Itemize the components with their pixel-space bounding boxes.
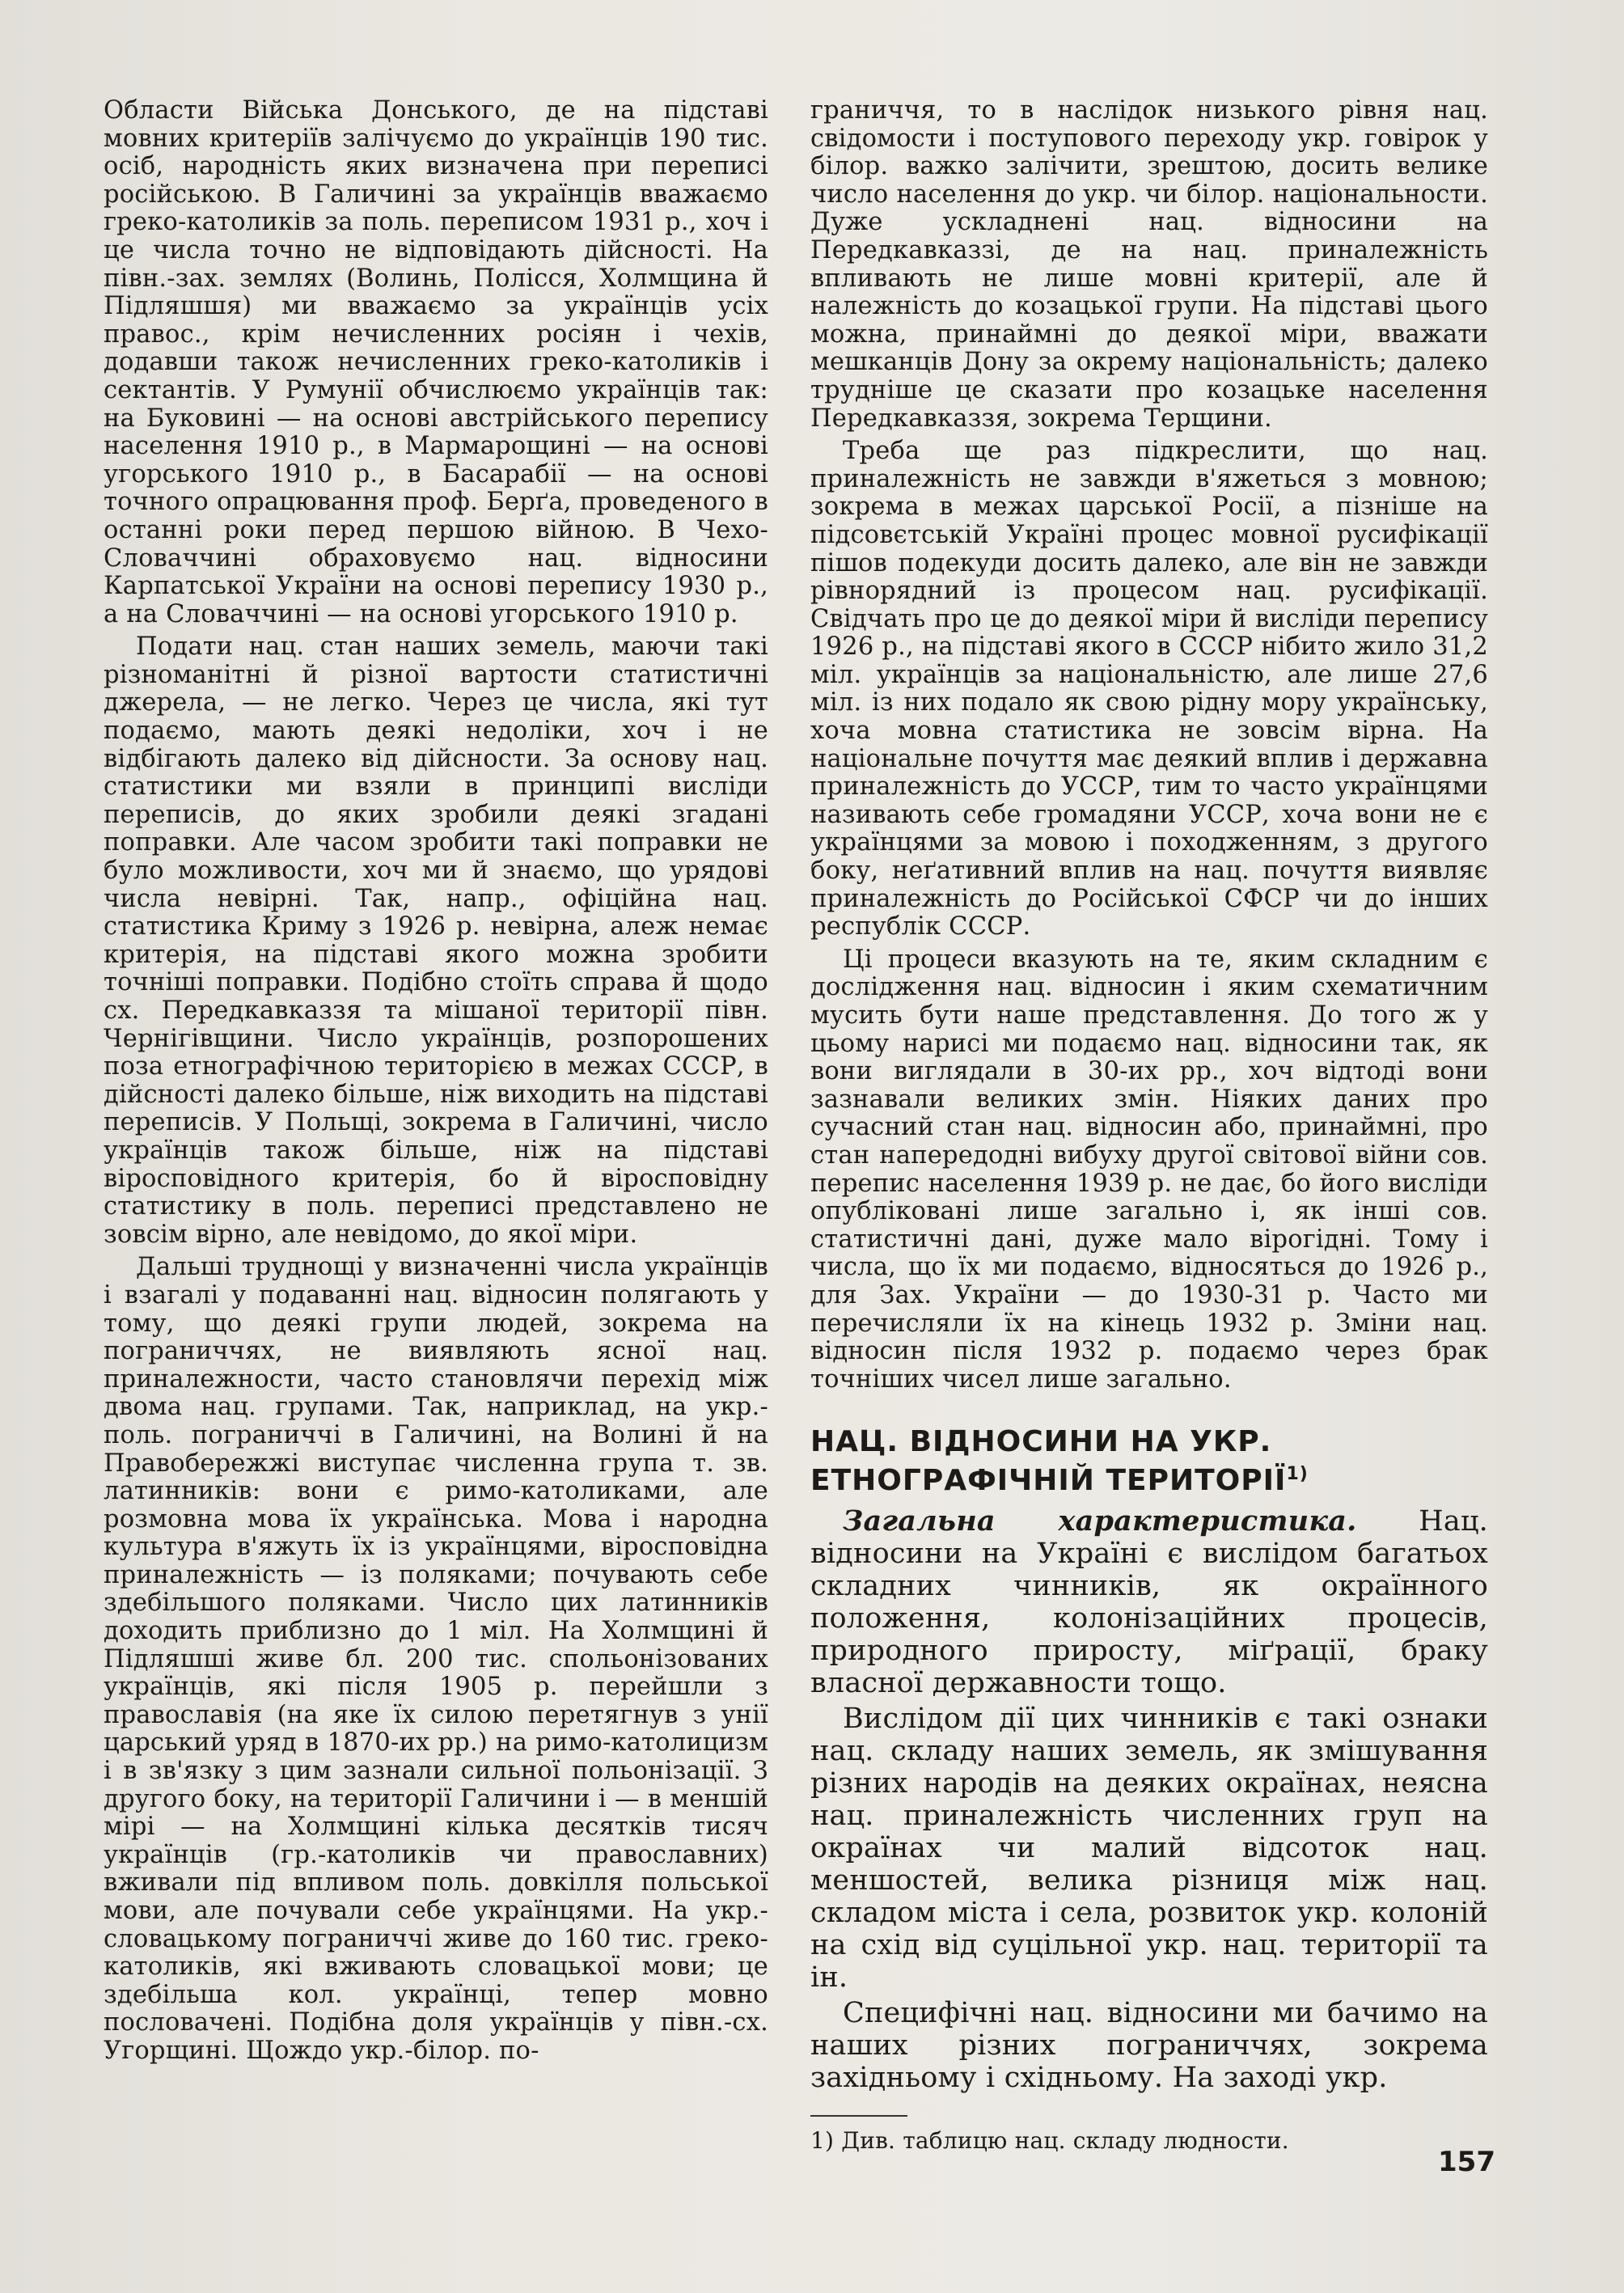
right-column [810, 97, 1488, 2154]
paragraph-language-belonging: Треба ще раз підкреслити, що нац. приналежність не завжди в'яжеться з мовною; зокрема в межах царської Росії, а пізніше на підсовєтській Україні процес мовної русифікації пішов подекуди досить далеко, але він не завжди рівнорядний із процесом нац. русифікації. Свідчать про це до деякої міри й висліди перепису 1926 р., на підставі якого в СССР нібито жило 31,2 міл. українців за національністю, але лише 27,6 міл. із них подало як свою рідну мору українську, хоча мовна статистика не зовсім вірна. На національне почуття має деякий вплив і державна приналежність до УССР, тим то часто українцями називають себе громадяни УССР, хоча вони не є українцями за мовою і походженням, з другого боку, неґативний вплив на нац. почуття виявляє приналежність до Російської СФСР чи до інших республік СССР. [810, 437, 1488, 941]
paragraph-specific-relations: Специфічні нац. відносини ми бачимо на наших різних пограниччях, зокрема західньому і східньому. На заході укр. [810, 1997, 1488, 2095]
section-heading [810, 1426, 1488, 1497]
paragraph-difficulties: Дальші труднощі у визначенні числа українців і взагалі у подаванні нац. відносин полягають у тому, що деякі групи людей, зокрема на пограниччях, не виявляють ясної нац. приналежности, часто становлячи перехід між двома нац. групами. Так, наприклад, на укр.-поль. пограниччі в Галичині, на Волині й на Правобережжі виступає численна група т. зв. латинників: вони є римо-католиками, але розмовна мова їх українська. Мова і народна культура в'яжуть їх із українцями, віросповідна приналежність — із поляками; почувають себе здебільшого поляками. Число цих латинників доходить приблизно до 1 міл. На Холмщині й Підляшші живе бл. 200 тис. спольонізованих українців, які після 1905 р. перейшли з православія (на яке їх силою перетягнув з унії царський уряд в 1870-их рр.) на римо-католицизм і в зв'язку з цим зазнали сильної польонізації. З другого боку, на території Галичини і — в меншій мірі — на Холмщині кілька десятків тисяч українців (гр.-католиків чи православних) вживали під впливом поль. довкілля польської мови, але почували себе українцями. На укр.-словацькому пограниччі живе до 160 тис. греко-католиків, які вживають словацької мови; це здебільша кол. українці, тепер мовно пословачені. Подібна доля українців у півн.-сх. Угорщині. Щождо укр.-білор. по- [104, 1253, 768, 2065]
paragraph-processes: Ці процеси вказують на те, яким складним є дослідження нац. відносин і яким схематичним мусить бути наше представлення. До того ж у цьому нарисі ми подаємо нац. відносини так, як вони виглядали в 30-их рр., хоч відтоді вони зазнавали великих змін. Ніяких даних про сучасний стан нац. відносин або, принаймні, про стан напередодні вибуху другої світової війни сов. перепис населення 1939 р. не дає, бо його висліди опубліковані лише загально і, як інші сов. статистичні дані, дуже мало вірогідні. Тому і числа, що їх ми подаємо, відносяться до 1926 р., для Зах. України — до 1930-31 р. Часто ми перечисляли їх на кінець 1932 р. Зміни нац. відносин після 1932 р. подаємо через брак точніших чисел лише загально. [810, 945, 1488, 1394]
paragraph-borderlands: граниччя, то в наслідок низького рівня нац. свідомости і поступового переходу укр. говірок у білор. важко залічити, зрештою, досить велике число населення до укр. чи білор. національности. Дуже ускладнені нац. відносини на Передкавказзі, де на нац. приналежність впливають не лише мовні критерії, але й належність до козацької групи. На підставі цього можна, принаймні до деякої міри, вважати мешканців Дону за окрему національність; далеко трудніше це сказати про козацьке населення Передкавказзя, зокрема Терщини. [810, 96, 1488, 433]
section-body [810, 1505, 1488, 2094]
footnote: 1) Див. таблицю нац. складу людности. [810, 2127, 1289, 2155]
footnote-mark: 1) [1286, 1464, 1309, 1485]
paragraph-consequences: Вислідом дії цих чинників є такі ознаки нац. складу наших земель, як змішування різних народів на деяких окраїнах, неясна нац. приналежність численних груп на окраїнах чи малий відсоток нац. меншостей, велика різниця між нац. складом міста і села, розвиток укр. колоній на схід від суцільної укр. нац. території та ін. [810, 1703, 1488, 1995]
left-column [104, 97, 768, 2066]
footnote-divider [810, 2115, 907, 2117]
paragraph-general-characteristics-text: Нац. відносини на Україні є вислідом багатьох складних чинників, як окраїнного положення, колонізаційних процесів, природного приросту, міґрації, браку власної державности тощо. [810, 1505, 1488, 1700]
paragraph-national-state: Подати нац. стан наших земель, маючи такі різноманітні й різної вартости статистичні джерела, — не легко. Через це числа, які тут подаємо, мають деякі недоліки, хоч і не відбігають далеко від дійсности. За основу нац. статистики ми взяли в принципі висліди переписів, до яких зробили деякі згадані поправки. Але часом зробити такі поправки не було можливости, хоч ми й знаємо, що урядові числа невірні. Так, напр., офіційна нац. статистика Криму з 1926 р. невірна, алеж немає критерія, на підставі якого можна зробити точніші поправки. Подібно стоїть справа й щодо сх. Передкавказзя та мішаної території півн. Чернігівщини. Число українців, розпорошених поза етнографічною територією в межах СССР, в дійсності далеко більше, ніж виходить на підставі переписів. У Польщі, зокрема в Галичині, число українців також більше, ніж на підставі віросповідного критерія, бо й віросповідну статистику в поль. переписі представлено не зовсім вірно, але невідомо, до якої міри. [104, 632, 768, 1249]
section-heading-text: НАЦ. ВІДНОСИНИ НА УКР. ЕТНОГРАФІЧНІЙ ТЕРИТОРІЇ [810, 1425, 1287, 1498]
paragraph-don-region: Области Війська Донського, де на підставі мовних критеріїв залічуємо до українців 190 тис. осіб, народність яких визначена при переписі російською. В Галичині за українців вважаємо греко-католиків за поль. переписом 1931 р., хоч і це числа точно не відповідають дійсності. На півн.-зах. землях (Волинь, Полісся, Холмщина й Підляшшя) ми вважаємо за українців усіх правос., крім нечисленних росіян і чехів, додавши також нечисленних греко-католиків і сектантів. У Румунії обчислюємо українців так: на Буковині — на основі австрійського перепису населення 1910 р., в Мармарощині — на основі угорського 1910 р., в Басарабії — на основі точного опрацювання проф. Берґа, проведеного в останні роки перед першою війною. В Чехо-Словаччині обраховуємо нац. відносини Карпатської України на основі перепису 1930 р., а на Словаччині — на основі угорського 1910 р. [104, 96, 768, 628]
page-number: 157 [1438, 2146, 1495, 2178]
paragraph-general-characteristics [810, 1505, 1488, 1699]
subheading-general-characteristics: Загальна характеристика. [843, 1504, 1357, 1538]
